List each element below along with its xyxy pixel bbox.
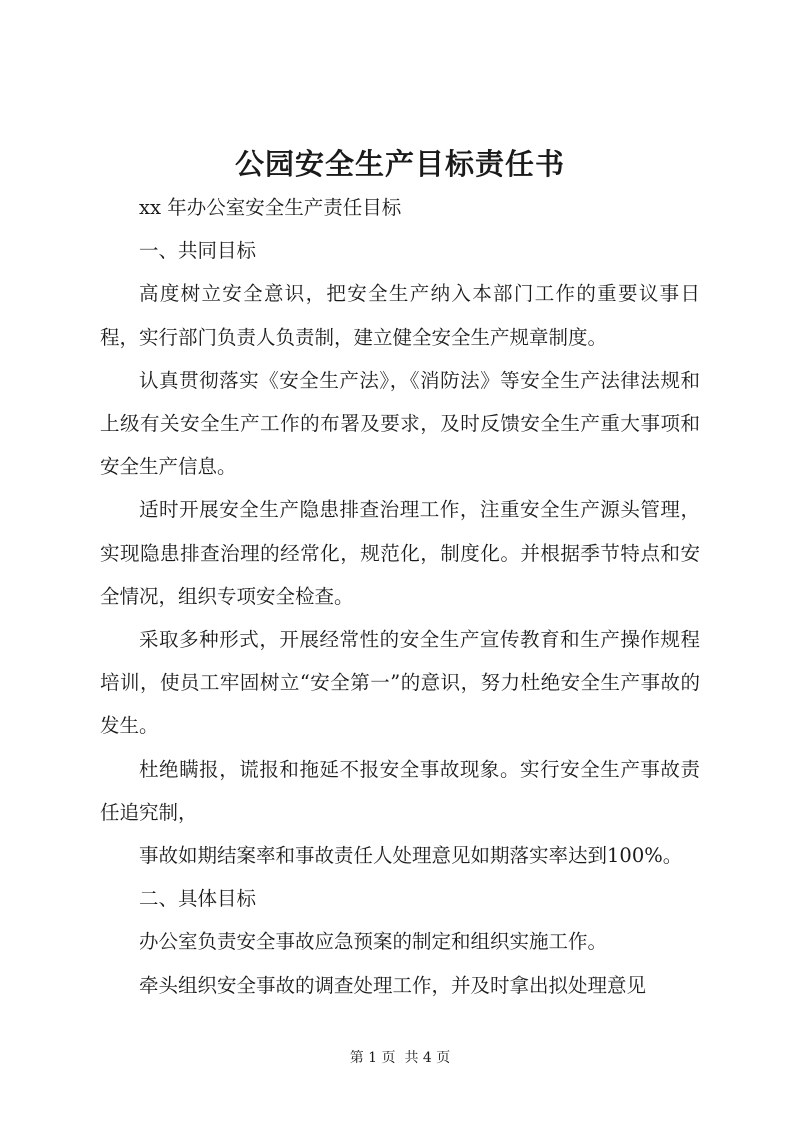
paragraph: 事故如期结案率和事故责任人处理意见如期落实率达到100%。	[139, 844, 683, 868]
document-body	[100, 186, 700, 1007]
paragraph: 杜绝瞒报，谎报和拖延不报安全事故现象。实行安全生产事故责任追究制，	[100, 757, 700, 824]
paragraph-heading-year-target: xx 年办公室安全生产责任目标	[139, 196, 402, 219]
paragraph: 适时开展安全生产隐患排查治理工作，注重安全生产源头管理，实现隐患排查治理的经常化，规范化，制度化。并根据季节特点和安全情况，组织专项安全检查。	[100, 498, 700, 608]
paragraph: 认真贯彻落实《安全生产法》，《消防法》等安全生产法律法规和上级有关安全生产工作的布署及要求，及时反馈安全生产重大事项和安全生产信息。	[100, 368, 700, 479]
section-heading-common-goals: 一、共同目标	[139, 239, 257, 263]
section-heading-specific-goals: 二、具体目标	[139, 887, 257, 911]
paragraph: 高度树立安全意识，把安全生产纳入本部门工作的重要议事日程，实行部门负责人负责制，建立健全安全生产规章制度。	[100, 282, 700, 349]
paragraph: 采取多种形式，开展经常性的安全生产宣传教育和生产操作规程培训，使员工牢固树立“安全第一”的意识，努力杜绝安全生产事故的发生。	[100, 628, 700, 738]
document-title: 公园安全生产目标责任书	[234, 147, 565, 181]
paragraph: 办公室负责安全事故应急预案的制定和组织实施工作。	[139, 930, 608, 954]
page-footer: 第 1 页 共 4 页	[349, 1050, 451, 1066]
paragraph: 牵头组织安全事故的调查处理工作，并及时拿出拟处理意见	[139, 973, 647, 997]
